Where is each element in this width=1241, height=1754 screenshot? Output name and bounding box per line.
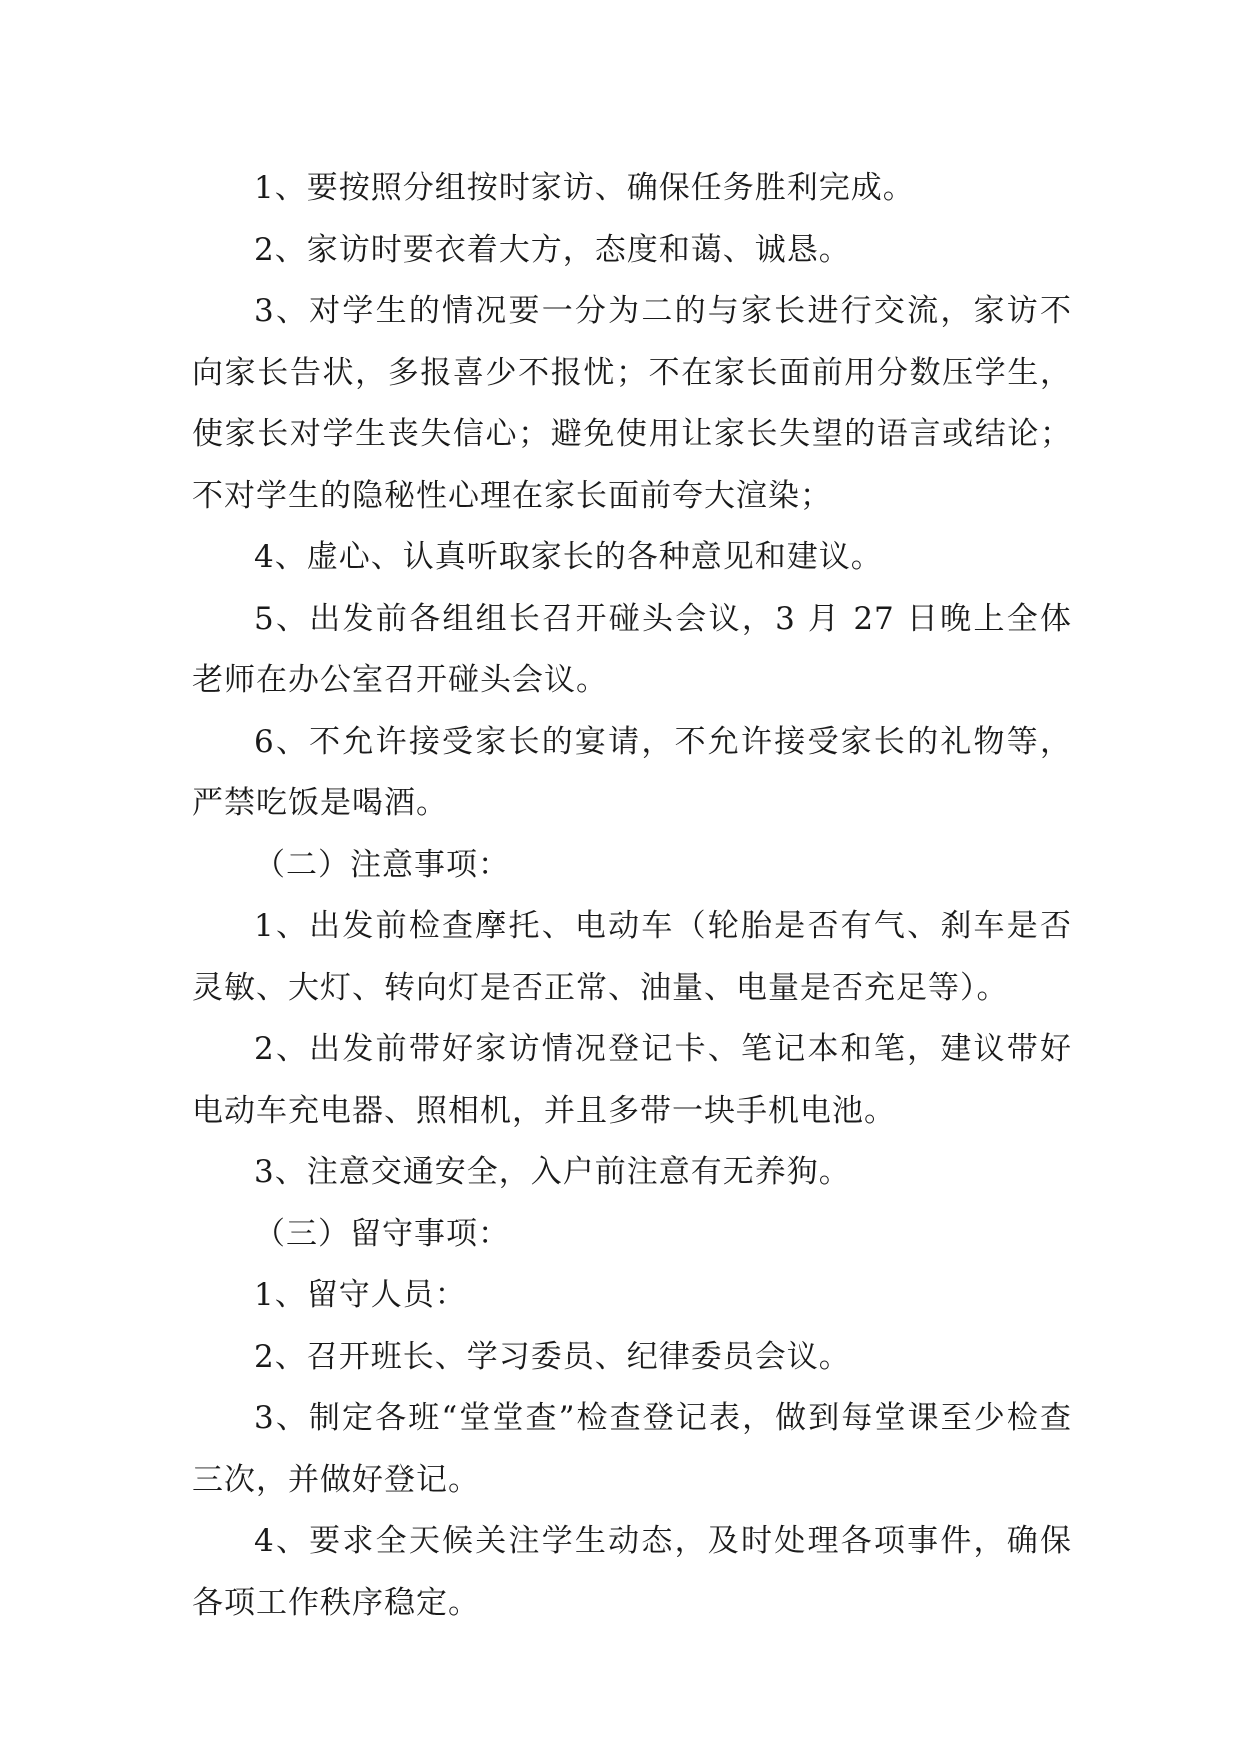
paragraph-text: 1、要按照分组按时家访、确保任务胜利完成。	[254, 170, 915, 206]
paragraph-item-9	[192, 1142, 1072, 1204]
section-heading-precautions	[192, 835, 1072, 897]
paragraph-item-3	[192, 281, 1072, 527]
paragraph-item-6	[192, 712, 1072, 835]
paragraph-text: 6、不允许接受家长的宴请，不允许接受家长的礼物等，严禁吃饭是喝酒。	[192, 723, 1072, 821]
paragraph-item-5	[192, 589, 1072, 712]
document-body	[192, 158, 1072, 1634]
paragraph-text: 1、出发前检查摩托、电动车（轮胎是否有气、刹车是否灵敏、大灯、转向灯是否正常、油量、电量是否充足等）。	[192, 908, 1072, 1006]
paragraph-text: 2、家访时要衣着大方，态度和蔼、诚恳。	[254, 231, 851, 268]
paragraph-text: 3、制定各班“堂堂查”检查登记表，做到每堂课至少检查三次，并做好登记。	[192, 1400, 1072, 1498]
paragraph-item-10	[192, 1265, 1072, 1327]
heading-text: （三）留守事项：	[254, 1215, 510, 1252]
paragraph-text: 4、虚心、认真听取家长的各种意见和建议。	[254, 539, 883, 575]
paragraph-text: 3、对学生的情况要一分为二的与家长进行交流，家访不向家长告状，多报喜少不报忧；不在家长面前用分数压学生，使家长对学生丧失信心；避免使用让家长失望的语言或结论；不对学生的隐秘性心理在家长面前夸大渲染；	[192, 293, 1072, 514]
paragraph-text: 2、出发前带好家访情况登记卡、笔记本和笔，建议带好电动车充电器、照相机，并且多带一块手机电池。	[192, 1031, 1072, 1129]
paragraph-text: 2、召开班长、学习委员、纪律委员会议。	[254, 1338, 851, 1375]
paragraph-item-7	[192, 896, 1072, 1019]
heading-text: （二）注意事项：	[254, 846, 510, 883]
paragraph-item-12	[192, 1388, 1072, 1511]
paragraph-text: 1、留守人员：	[254, 1277, 467, 1313]
paragraph-item-13	[192, 1511, 1072, 1634]
paragraph-text: 3、注意交通安全，入户前注意有无养狗。	[254, 1154, 851, 1190]
paragraph-text: 5、出发前各组组长召开碰头会议，3 月 27 日晚上全体老师在办公室召开碰头会议。	[192, 600, 1072, 698]
section-heading-duty	[192, 1204, 1072, 1266]
paragraph-item-1	[192, 158, 1072, 220]
paragraph-item-4	[192, 527, 1072, 589]
paragraph-item-8	[192, 1019, 1072, 1142]
paragraph-item-2	[192, 220, 1072, 282]
paragraph-text: 4、要求全天候关注学生动态，及时处理各项事件，确保各项工作秩序稳定。	[192, 1523, 1072, 1621]
paragraph-item-11	[192, 1327, 1072, 1389]
